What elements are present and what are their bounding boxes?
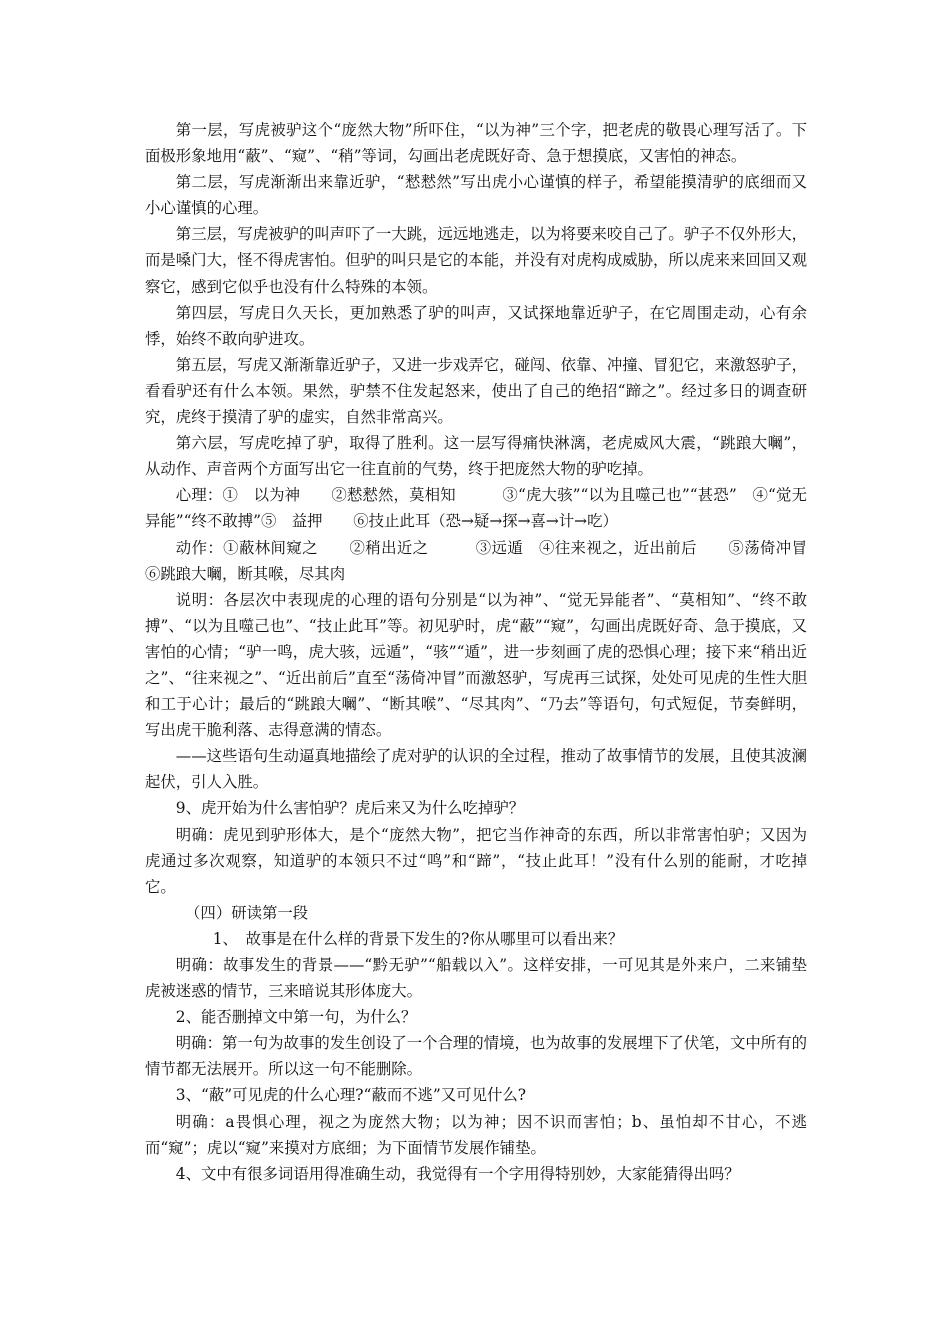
- section-heading: （四）研读第一段: [185, 903, 309, 922]
- paragraph-layer-2: 第二层，写虎渐渐出来靠近驴，“慭慭然”写出虎小心谨慎的样子，希望能摸清驴的底细而又小心谨慎的心理。: [145, 173, 807, 218]
- answer-2: 明确：第一句为故事的发生创设了一个合理的情境，也为故事的发展埋下了伏笔，文中所有的情节都无法展开。所以这一句不能删除。: [145, 1034, 807, 1079]
- paragraph-actions: 动作：①蔽林间窥之 ②稍出近之 ③远遁 ④往来视之，近出前后 ⑤荡倚冲冒 ⑥跳踉大㘎，断其喉，尽其肉: [145, 538, 838, 583]
- answer-3: 明确：a畏惧心理，视之为庞然大物；以为神；因不识而害怕；b、虽怕却不甘心，不逃而“窥”；虎以“窥”来摸对方底细；为下面情节发展作铺垫。: [145, 1112, 807, 1157]
- paragraph-layer-4: 第四层，写虎日久天长，更加熟悉了驴的叫声，又试探地靠近驴子，在它周围走动，心有余悸，始终不敢向驴进攻。: [145, 303, 807, 348]
- question-3: 3、“蔽”可见虎的什么心理?“蔽而不逃”又可见什么?: [175, 1086, 526, 1105]
- paragraph-layer-6: 第六层，写虎吃掉了驴，取得了胜利。这一层写得痛快淋漓，老虎威风大震，“跳踉大㘎”，从动作、声音两个方面写出它一往直前的气势，终于把庞然大物的驴吃掉。: [145, 434, 807, 479]
- paragraph-psychology: 心理：① 以为神 ②慭慭然，莫相知 ③“虎大骇”“以为且噬己也”“甚恐” ④“觉无异能”“终不敢搏”⑤ 益押 ⑥技止此耳（恐→疑→探→喜→计→吃）: [145, 486, 807, 531]
- paragraph-layer-3: 第三层，写虎被驴的叫声吓了一大跳，远远地逃走，以为将要来咬自己了。驴子不仅外形大，而是嗓门大，怪不得虎害怕。但驴的叫只是它的本能，并没有对虎构成威胁，所以虎来来回回又观察它，感到它似乎也没有什么特殊的本领。: [145, 225, 807, 296]
- answer-9: 明确：虎见到驴形体大，是个“庞然大物”，把它当作神奇的东西，所以非常害怕驴；又因为虎通过多次观察，知道驴的本领只不过“鸣”和“蹄”，“技止此耳！”没有什么别的能耐，才吃掉它。: [145, 825, 807, 896]
- paragraph-explanation: 说明：各层次中表现虎的心理的语句分别是“以为神”、“觉无异能者”、“莫相知”、“终不敢搏”、“以为且噬己也”、“技止此耳”等。初见驴时，虎“蔽”“窥”，勾画出虎既好奇、急于摸底，又害怕的心情；“驴一鸣，虎大骇，远遁”，“骇”“遁”，进一步刻画了虎的恐惧心理；接下来“稍出近之”、“往来视之”、“近出前后”直至“荡倚冲冒”而激怒驴，写虎再三试探，处处可见虎的生性大胆和工于心计；最后的“跳踉大㘎”、“断其喉”、“尽其肉”、“乃去”等语句，句式短促，节奏鲜明，写出虎干脆利落、志得意满的情态。: [145, 590, 807, 740]
- document-body: [145, 117, 838, 1187]
- question-2: 2、能否删掉文中第一句，为什么？: [175, 1008, 417, 1027]
- answer-1: 明确：故事发生的背景——“黔无驴”“船载以入”。这样安排，一可见其是外来户，二来铺垫虎被迷惑的情节，三来暗说其形体庞大。: [145, 956, 807, 1001]
- question-9: 9、虎开始为什么害怕驴？虎后来又为什么吃掉驴？: [175, 799, 525, 818]
- paragraph-layer-5: 第五层，写虎又渐渐靠近驴子，又进一步戏弄它，碰闯、依靠、冲撞、冒犯它，来激怒驴子，看看驴还有什么本领。果然，驴禁不住发起怒来，使出了自己的绝招“蹄之”。经过多日的调查研究，虎终于摸清了驴的虚实，自然非常高兴。: [145, 355, 807, 427]
- paragraph-summary: ——这些语句生动逼真地描绘了虎对驴的认识的全过程，推动了故事情节的发展，且使其波澜起伏，引人入胜。: [145, 747, 807, 792]
- question-1: 1、 故事是在什么样的背景下发生的?你从哪里可以看出来？: [212, 929, 624, 948]
- paragraph-layer-1: 第一层，写虎被驴这个“庞然大物”所吓住，“以为神”三个字，把老虎的敬畏心理写活了。下面极形象地用“蔽”、“窥”、“稍”等词，勾画出老虎既好奇、急于想摸底，又害怕的神态。: [145, 121, 807, 166]
- question-4: 4、文中有很多词语用得准确生动，我觉得有一个字用得特别妙，大家能猜得出吗？: [175, 1164, 740, 1183]
